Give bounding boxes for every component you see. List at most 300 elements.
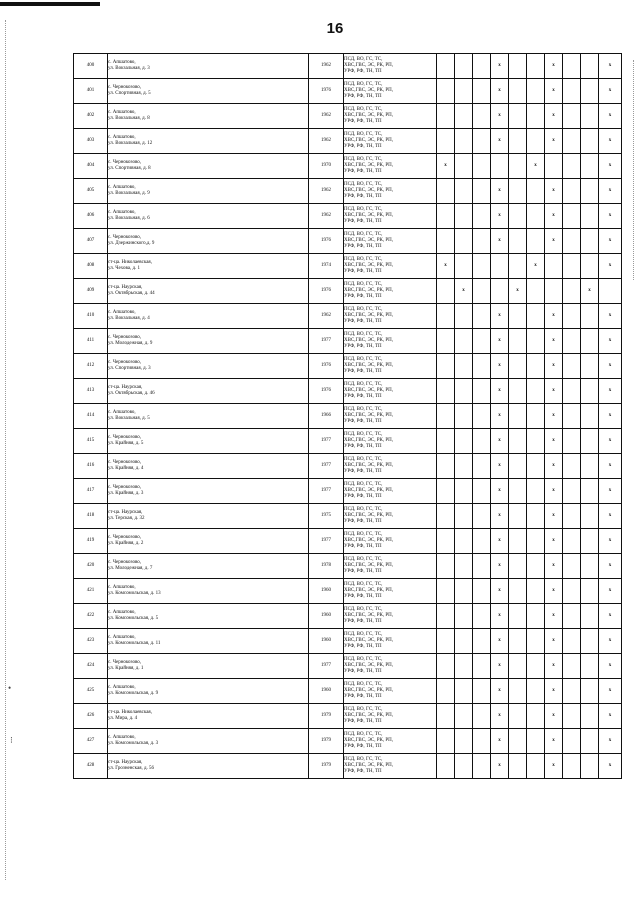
mark-cell: x	[491, 229, 509, 254]
mark-cell	[509, 429, 527, 454]
mark-cell	[455, 479, 473, 504]
mark-cell	[455, 154, 473, 179]
mark-cell	[527, 404, 545, 429]
table-row	[74, 379, 622, 404]
address-cell: с. Чернокозово, ул. Спортивная, д. 5	[108, 79, 309, 104]
systems-cell: ПСД, ВО, ГС, ТС, ХВС,ГВС, ЭС, РК, РП, УРФ, РФ, ТН, ТП	[344, 454, 437, 479]
mark-cell	[509, 154, 527, 179]
mark-cell	[527, 554, 545, 579]
mark-cell	[509, 654, 527, 679]
address-cell: с. Чернокозово, ул. Дзержинского,д. 9	[108, 229, 309, 254]
mark-cell	[473, 179, 491, 204]
mark-cell	[509, 479, 527, 504]
address-cell: с. Апшатово, ул. Комсомольская, д. 9	[108, 679, 309, 704]
mark-cell: x	[491, 304, 509, 329]
mark-cell	[455, 429, 473, 454]
mark-cell: x	[491, 729, 509, 754]
year-cell: 1962	[309, 179, 344, 204]
address-cell: с. Апшатово, ул. Вокзальная, д. 4	[108, 304, 309, 329]
systems-cell: ПСД, ВО, ГС, ТС, ХВС,ГВС, ЭС, РК, РП, УРФ, РФ, ТН, ТП	[344, 504, 437, 529]
table-row	[74, 329, 622, 354]
mark-cell	[509, 629, 527, 654]
mark-cell	[509, 604, 527, 629]
mark-cell: x	[491, 604, 509, 629]
mark-cell: x	[545, 504, 563, 529]
mark-cell	[581, 504, 599, 529]
mark-cell	[563, 304, 581, 329]
year-cell: 1977	[309, 529, 344, 554]
mark-cell	[527, 79, 545, 104]
mark-cell	[527, 354, 545, 379]
mark-cell	[473, 279, 491, 304]
mark-cell: x	[545, 129, 563, 154]
mark-cell	[473, 54, 491, 79]
mark-cell: x	[545, 304, 563, 329]
row-number: 405	[74, 179, 108, 204]
mark-cell	[473, 479, 491, 504]
row-number: 415	[74, 429, 108, 454]
mark-cell	[437, 529, 455, 554]
row-number: 413	[74, 379, 108, 404]
mark-cell: x	[491, 204, 509, 229]
mark-cell: x	[545, 104, 563, 129]
mark-cell	[581, 179, 599, 204]
row-number: 409	[74, 279, 108, 304]
table-row	[74, 54, 622, 79]
mark-cell	[437, 579, 455, 604]
mark-cell: x	[599, 754, 622, 779]
mark-cell	[455, 704, 473, 729]
table-row	[74, 504, 622, 529]
row-number: 418	[74, 504, 108, 529]
mark-cell: x	[545, 179, 563, 204]
address-cell: с. Апшатово, ул. Вокзальная, д. 3	[108, 54, 309, 79]
mark-cell	[527, 304, 545, 329]
mark-cell	[473, 254, 491, 279]
mark-cell	[527, 604, 545, 629]
mark-cell	[473, 154, 491, 179]
mark-cell: x	[437, 154, 455, 179]
mark-cell	[509, 554, 527, 579]
row-number: 411	[74, 329, 108, 354]
address-cell: ст-ца. Наурская, ул. Терская, д. 32	[108, 504, 309, 529]
mark-cell	[509, 529, 527, 554]
mark-cell	[437, 404, 455, 429]
mark-cell	[455, 679, 473, 704]
row-number: 402	[74, 104, 108, 129]
register-table-body	[74, 54, 622, 779]
table-row	[74, 129, 622, 154]
mark-cell	[455, 179, 473, 204]
mark-cell	[563, 554, 581, 579]
mark-cell	[581, 229, 599, 254]
mark-cell	[581, 579, 599, 604]
mark-cell: x	[545, 329, 563, 354]
mark-cell: x	[599, 629, 622, 654]
year-cell: 1977	[309, 454, 344, 479]
mark-cell: x	[491, 479, 509, 504]
mark-cell	[563, 254, 581, 279]
mark-cell	[455, 579, 473, 604]
row-number: 419	[74, 529, 108, 554]
mark-cell	[527, 579, 545, 604]
mark-cell	[455, 304, 473, 329]
address-cell: ст-ца. Николаевская, ул. Мира, д. 4	[108, 704, 309, 729]
mark-cell: x	[437, 254, 455, 279]
year-cell: 1960	[309, 604, 344, 629]
mark-cell	[473, 504, 491, 529]
mark-cell	[509, 379, 527, 404]
address-cell: с. Апшатово, ул. Комсомольская, д. 11	[108, 629, 309, 654]
mark-cell	[473, 454, 491, 479]
year-cell: 1979	[309, 729, 344, 754]
mark-cell	[509, 79, 527, 104]
mark-cell: x	[455, 279, 473, 304]
mark-cell	[455, 454, 473, 479]
mark-cell	[437, 754, 455, 779]
table-row	[74, 154, 622, 179]
mark-cell	[473, 379, 491, 404]
mark-cell: x	[599, 254, 622, 279]
mark-cell	[527, 54, 545, 79]
row-number: 401	[74, 79, 108, 104]
mark-cell	[527, 529, 545, 554]
year-cell: 1976	[309, 229, 344, 254]
table-row	[74, 404, 622, 429]
mark-cell: x	[491, 379, 509, 404]
mark-cell: x	[491, 754, 509, 779]
systems-cell: ПСД, ВО, ГС, ТС, ХВС,ГВС, ЭС, РК, РП, УРФ, РФ, ТН, ТП	[344, 179, 437, 204]
mark-cell	[455, 629, 473, 654]
year-cell: 1966	[309, 404, 344, 429]
mark-cell	[437, 129, 455, 154]
row-number: 400	[74, 54, 108, 79]
mark-cell	[455, 204, 473, 229]
mark-cell	[509, 729, 527, 754]
mark-cell	[527, 204, 545, 229]
systems-cell: ПСД, ВО, ГС, ТС, ХВС,ГВС, ЭС, РК, РП, УРФ, РФ, ТН, ТП	[344, 54, 437, 79]
mark-cell	[581, 529, 599, 554]
mark-cell	[581, 329, 599, 354]
table-row	[74, 429, 622, 454]
mark-cell	[473, 354, 491, 379]
row-number: 427	[74, 729, 108, 754]
row-number: 406	[74, 204, 108, 229]
mark-cell	[581, 729, 599, 754]
mark-cell: x	[599, 329, 622, 354]
systems-cell: ПСД, ВО, ГС, ТС, ХВС,ГВС, ЭС, РК, РП, УРФ, РФ, ТН, ТП	[344, 704, 437, 729]
mark-cell	[527, 379, 545, 404]
mark-cell	[527, 329, 545, 354]
mark-cell	[563, 654, 581, 679]
mark-cell	[563, 79, 581, 104]
mark-cell	[581, 129, 599, 154]
mark-cell	[563, 354, 581, 379]
mark-cell	[455, 354, 473, 379]
mark-cell	[437, 679, 455, 704]
mark-cell	[437, 179, 455, 204]
mark-cell	[473, 754, 491, 779]
mark-cell: x	[491, 654, 509, 679]
mark-cell	[527, 479, 545, 504]
row-number: 425	[74, 679, 108, 704]
year-cell: 1960	[309, 629, 344, 654]
year-cell: 1962	[309, 129, 344, 154]
mark-cell: x	[491, 629, 509, 654]
year-cell: 1960	[309, 579, 344, 604]
systems-cell: ПСД, ВО, ГС, ТС, ХВС,ГВС, ЭС, РК, РП, УРФ, РФ, ТН, ТП	[344, 79, 437, 104]
systems-cell: ПСД, ВО, ГС, ТС, ХВС,ГВС, ЭС, РК, РП, УРФ, РФ, ТН, ТП	[344, 604, 437, 629]
register-table	[73, 53, 622, 779]
systems-cell: ПСД, ВО, ГС, ТС, ХВС,ГВС, ЭС, РК, РП, УРФ, РФ, ТН, ТП	[344, 304, 437, 329]
systems-cell: ПСД, ВО, ГС, ТС, ХВС,ГВС, ЭС, РК, РП, УРФ, РФ, ТН, ТП	[344, 329, 437, 354]
mark-cell	[563, 129, 581, 154]
mark-cell: x	[545, 379, 563, 404]
mark-cell	[527, 229, 545, 254]
mark-cell	[473, 129, 491, 154]
mark-cell	[581, 354, 599, 379]
mark-cell	[563, 279, 581, 304]
mark-cell	[437, 604, 455, 629]
mark-cell	[509, 354, 527, 379]
row-number: 403	[74, 129, 108, 154]
mark-cell: x	[545, 54, 563, 79]
mark-cell	[581, 629, 599, 654]
page-number: 16	[326, 20, 344, 37]
mark-cell	[509, 229, 527, 254]
mark-cell	[491, 279, 509, 304]
address-cell: с. Апшатово, ул. Комсомольская, д. 3	[108, 729, 309, 754]
mark-cell	[455, 379, 473, 404]
mark-cell	[527, 504, 545, 529]
mark-cell	[581, 404, 599, 429]
mark-cell	[437, 704, 455, 729]
year-cell: 1962	[309, 54, 344, 79]
table-row	[74, 104, 622, 129]
table-row	[74, 679, 622, 704]
mark-cell	[437, 454, 455, 479]
address-cell: с. Чернокозово, ул. Спортивная, д. 8	[108, 154, 309, 179]
mark-cell	[581, 454, 599, 479]
mark-cell	[473, 204, 491, 229]
mark-cell	[455, 504, 473, 529]
systems-cell: ПСД, ВО, ГС, ТС, ХВС,ГВС, ЭС, РК, РП, УРФ, РФ, ТН, ТП	[344, 254, 437, 279]
mark-cell	[599, 279, 622, 304]
mark-cell: x	[599, 229, 622, 254]
scan-dot-mark: •	[8, 683, 12, 693]
address-cell: с. Чернокозово, ул. Крайняя, д. 2	[108, 529, 309, 554]
address-cell: с. Апшатово, ул. Комсомольская, д. 13	[108, 579, 309, 604]
year-cell: 1962	[309, 104, 344, 129]
mark-cell	[473, 679, 491, 704]
mark-cell	[473, 104, 491, 129]
mark-cell	[437, 629, 455, 654]
mark-cell	[455, 654, 473, 679]
mark-cell	[581, 154, 599, 179]
mark-cell: x	[599, 379, 622, 404]
mark-cell: x	[491, 554, 509, 579]
row-number: 408	[74, 254, 108, 279]
year-cell: 1974	[309, 254, 344, 279]
systems-cell: ПСД, ВО, ГС, ТС, ХВС,ГВС, ЭС, РК, РП, УРФ, РФ, ТН, ТП	[344, 279, 437, 304]
mark-cell: x	[491, 104, 509, 129]
mark-cell: x	[545, 704, 563, 729]
row-number: 426	[74, 704, 108, 729]
mark-cell	[455, 129, 473, 154]
table-row	[74, 479, 622, 504]
address-cell: с. Апшатово, ул. Вокзальная, д. 9	[108, 179, 309, 204]
mark-cell	[563, 204, 581, 229]
mark-cell: x	[599, 604, 622, 629]
mark-cell	[545, 279, 563, 304]
year-cell: 1977	[309, 329, 344, 354]
row-number: 422	[74, 604, 108, 629]
scan-colon-mark: ⁝	[10, 735, 13, 745]
systems-cell: ПСД, ВО, ГС, ТС, ХВС,ГВС, ЭС, РК, РП, УРФ, РФ, ТН, ТП	[344, 379, 437, 404]
address-cell: с. Апшатово, ул. Комсомольская, д. 5	[108, 604, 309, 629]
mark-cell	[491, 154, 509, 179]
mark-cell	[473, 629, 491, 654]
mark-cell: x	[527, 254, 545, 279]
mark-cell	[455, 254, 473, 279]
mark-cell	[563, 479, 581, 504]
table-row	[74, 654, 622, 679]
mark-cell: x	[491, 529, 509, 554]
year-cell: 1962	[309, 304, 344, 329]
address-cell: с. Апшатово, ул. Вокзальная, д. 6	[108, 204, 309, 229]
mark-cell	[581, 754, 599, 779]
mark-cell: x	[599, 404, 622, 429]
mark-cell	[437, 354, 455, 379]
mark-cell	[527, 179, 545, 204]
mark-cell	[527, 729, 545, 754]
address-cell: ст-ца. Наурская, ул. Октябрьская, д. 44	[108, 279, 309, 304]
mark-cell	[473, 554, 491, 579]
mark-cell: x	[599, 154, 622, 179]
mark-cell	[563, 154, 581, 179]
year-cell: 1978	[309, 554, 344, 579]
table-row	[74, 704, 622, 729]
mark-cell	[509, 504, 527, 529]
mark-cell	[473, 704, 491, 729]
address-cell: с. Чернокозово, ул. Крайняя, д. 3	[108, 479, 309, 504]
mark-cell	[455, 604, 473, 629]
mark-cell	[581, 54, 599, 79]
mark-cell: x	[599, 54, 622, 79]
mark-cell	[563, 529, 581, 554]
mark-cell: x	[545, 204, 563, 229]
address-cell: с. Чернокозово, ул. Крайняя, д. 4	[108, 454, 309, 479]
mark-cell	[455, 229, 473, 254]
systems-cell: ПСД, ВО, ГС, ТС, ХВС,ГВС, ЭС, РК, РП, УРФ, РФ, ТН, ТП	[344, 754, 437, 779]
mark-cell	[455, 754, 473, 779]
systems-cell: ПСД, ВО, ГС, ТС, ХВС,ГВС, ЭС, РК, РП, УРФ, РФ, ТН, ТП	[344, 554, 437, 579]
mark-cell	[473, 579, 491, 604]
table-row	[74, 754, 622, 779]
mark-cell: x	[545, 629, 563, 654]
mark-cell	[527, 629, 545, 654]
address-cell: ст-ца. Николаевская, ул. Чехова, д. 1	[108, 254, 309, 279]
mark-cell	[437, 729, 455, 754]
systems-cell: ПСД, ВО, ГС, ТС, ХВС,ГВС, ЭС, РК, РП, УРФ, РФ, ТН, ТП	[344, 654, 437, 679]
mark-cell	[581, 304, 599, 329]
year-cell: 1970	[309, 154, 344, 179]
row-number: 421	[74, 579, 108, 604]
mark-cell	[437, 204, 455, 229]
mark-cell: x	[491, 54, 509, 79]
year-cell: 1960	[309, 679, 344, 704]
mark-cell	[509, 54, 527, 79]
mark-cell	[509, 754, 527, 779]
mark-cell	[455, 554, 473, 579]
mark-cell	[455, 54, 473, 79]
mark-cell	[563, 754, 581, 779]
systems-cell: ПСД, ВО, ГС, ТС, ХВС,ГВС, ЭС, РК, РП, УРФ, РФ, ТН, ТП	[344, 629, 437, 654]
mark-cell	[563, 579, 581, 604]
address-cell: с. Апшатово, ул. Вокзальная, д. 12	[108, 129, 309, 154]
systems-cell: ПСД, ВО, ГС, ТС, ХВС,ГВС, ЭС, РК, РП, УРФ, РФ, ТН, ТП	[344, 579, 437, 604]
mark-cell	[509, 454, 527, 479]
mark-cell: x	[599, 554, 622, 579]
table-row	[74, 354, 622, 379]
address-cell: ст-ца. Наурская, ул. Грозненская, д. 56	[108, 754, 309, 779]
mark-cell	[581, 604, 599, 629]
mark-cell	[563, 404, 581, 429]
mark-cell: x	[599, 504, 622, 529]
mark-cell	[581, 704, 599, 729]
mark-cell	[563, 629, 581, 654]
table-row	[74, 454, 622, 479]
mark-cell	[473, 729, 491, 754]
table-row	[74, 529, 622, 554]
address-cell: с. Чернокозово, ул. Крайняя, д. 1	[108, 654, 309, 679]
table-row	[74, 254, 622, 279]
mark-cell: x	[509, 279, 527, 304]
mark-cell	[527, 129, 545, 154]
mark-cell: x	[599, 354, 622, 379]
mark-cell	[473, 304, 491, 329]
mark-cell: x	[599, 179, 622, 204]
mark-cell: x	[491, 404, 509, 429]
mark-cell	[437, 79, 455, 104]
row-number: 412	[74, 354, 108, 379]
systems-cell: ПСД, ВО, ГС, ТС, ХВС,ГВС, ЭС, РК, РП, УРФ, РФ, ТН, ТП	[344, 104, 437, 129]
mark-cell	[527, 429, 545, 454]
mark-cell	[455, 79, 473, 104]
mark-cell: x	[545, 529, 563, 554]
mark-cell: x	[599, 129, 622, 154]
address-cell: с. Апшатово, ул. Вокзальная, д. 8	[108, 104, 309, 129]
year-cell: 1976	[309, 79, 344, 104]
mark-cell	[527, 754, 545, 779]
mark-cell	[509, 579, 527, 604]
mark-cell	[581, 429, 599, 454]
mark-cell	[563, 429, 581, 454]
mark-cell	[581, 479, 599, 504]
mark-cell	[563, 704, 581, 729]
mark-cell	[437, 654, 455, 679]
mark-cell	[437, 554, 455, 579]
systems-cell: ПСД, ВО, ГС, ТС, ХВС,ГВС, ЭС, РК, РП, УРФ, РФ, ТН, ТП	[344, 479, 437, 504]
row-number: 407	[74, 229, 108, 254]
address-cell: с. Чернокозово, ул. Молодежная, д. 7	[108, 554, 309, 579]
mark-cell: x	[599, 579, 622, 604]
mark-cell	[509, 204, 527, 229]
mark-cell: x	[491, 704, 509, 729]
address-cell: ст-ца. Наурская, ул. Октябрьская, д. 46	[108, 379, 309, 404]
table-row	[74, 604, 622, 629]
address-cell: с. Чернокозово, ул. Спортивная, д. 3	[108, 354, 309, 379]
